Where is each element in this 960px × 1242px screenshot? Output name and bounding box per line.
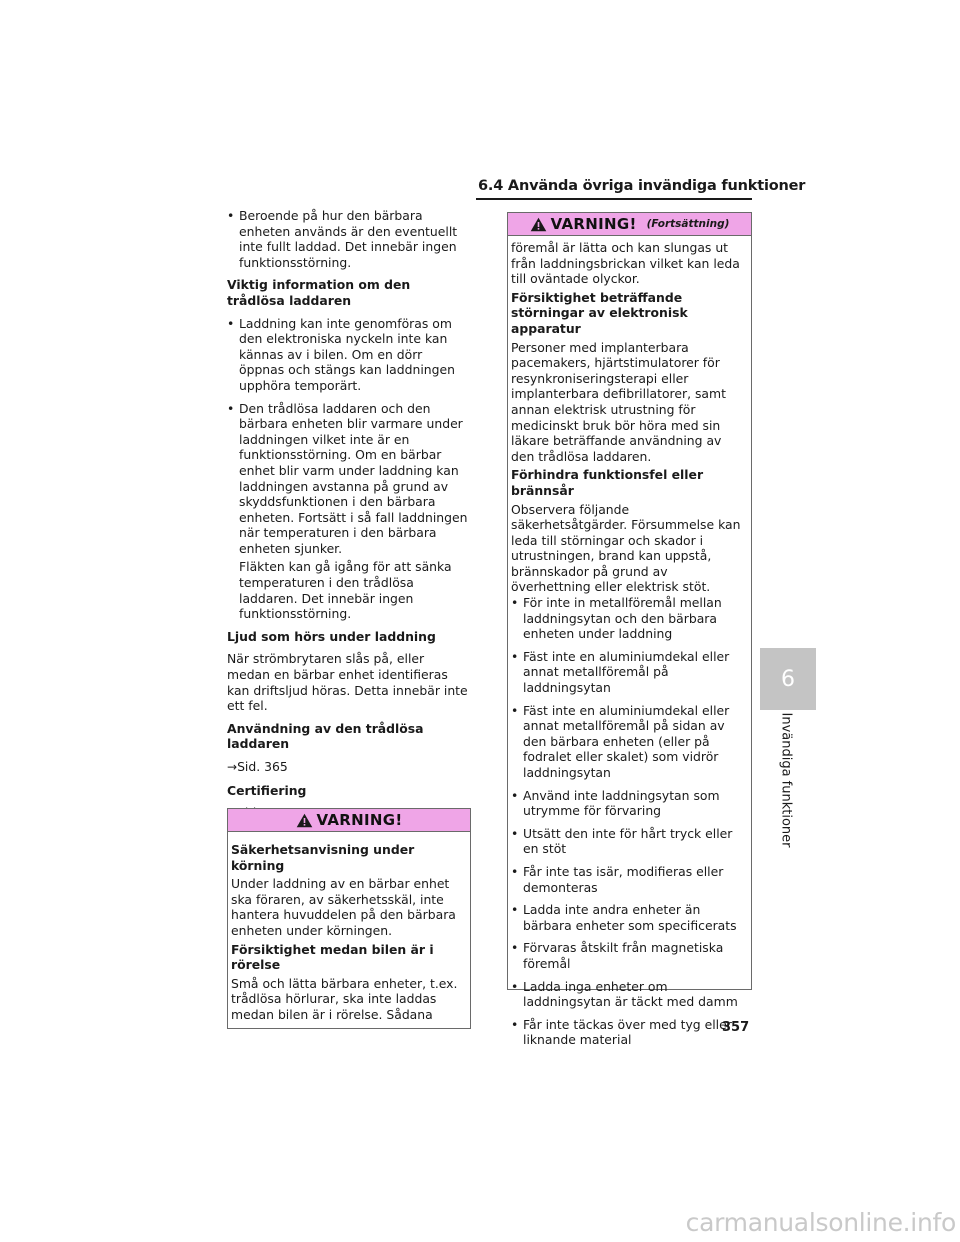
- left-column: [227, 208, 469, 829]
- bullet-icon: •: [511, 1016, 519, 1032]
- bullet-icon: •: [227, 400, 235, 416]
- list-item-text: Får inte täckas över med tyg eller liknande material: [523, 1016, 732, 1048]
- list-item-text: För inte in metallföremål mellan laddningsytan och den bärbara enheten under laddning: [523, 595, 722, 642]
- bullet-icon: •: [511, 595, 519, 611]
- warning-label: VARNING!: [550, 215, 637, 233]
- paragraph: När strömbrytaren slås på, eller medan en bärbar enhet identifieras kan driftsljud höras. Detta innebär inte ett fel.: [227, 651, 468, 714]
- warning-subheading: Säkerhetsanvisning under körning: [231, 842, 415, 873]
- warning-subheading: Förhindra funktionsfel eller brännsår: [511, 467, 704, 498]
- continuation-label: (Fortsättning): [646, 218, 730, 230]
- bullet-icon: •: [511, 702, 519, 718]
- list-item-text: Ladda inga enheter om laddningsytan är täckt med damm: [523, 978, 738, 1010]
- warning-bullet-list: [511, 595, 748, 1048]
- subheading: Certifiering: [227, 782, 307, 798]
- list-item-text: Förvaras åtskilt från magnetiska föremål: [523, 940, 724, 971]
- header-divider: [476, 198, 752, 200]
- bullet-icon: •: [511, 825, 519, 841]
- warning-triangle-icon: [530, 217, 547, 232]
- subheading: Ljud som hörs under laddning: [227, 628, 436, 644]
- warning-triangle-icon: [296, 813, 313, 828]
- chapter-tab[interactable]: 6: [760, 648, 816, 710]
- list-item: [511, 649, 748, 696]
- list-item-subparagraph: Fläkten kan gå igång för att sänka temperaturen i den trådlösa laddaren. Det innebär ingen funktionsstörning.: [239, 559, 452, 622]
- bullet-icon: •: [511, 863, 519, 879]
- warning-paragraph: Personer med implanterbara pacemakers, hjärtstimulatorer för resynkroniseringsterapi eller implanterbara defibrillatorer, samt annan elektrisk utrustning för medicinskt bruk bör höra med sin läkare beträffande användning av den trådlösa laddaren.: [511, 339, 726, 464]
- warning-paragraph: Observera följande säkerhetsåtgärder. Försummelse kan leda till störningar och skador i utrustningen, brand kan uppstå, brännskador på grund av överhettning eller elektrisk stöt.: [511, 501, 741, 595]
- warning-label: VARNING!: [316, 811, 403, 829]
- list-item-text: Beroende på hur den bärbara enheten används är den eventuellt inte fullt laddad. Det innebär ingen funktionsstörning.: [239, 208, 458, 270]
- warning-box: [227, 808, 471, 1029]
- list-item-text: Använd inte laddningsytan som utrymme för förvaring: [523, 787, 720, 819]
- list-item-text: Fäst inte en aluminiumdekal eller annat metallföremål på laddningsytan: [523, 648, 730, 696]
- list-item: [511, 788, 748, 819]
- list-item: [511, 864, 748, 895]
- list-item-text: Utsätt den inte för hårt tryck eller en stöt: [523, 825, 733, 857]
- list-item: [227, 208, 469, 270]
- bullet-icon: •: [227, 208, 235, 223]
- section-title: 6.4 Använda övriga invändiga funktioner: [478, 178, 806, 194]
- bullet-icon: •: [511, 902, 519, 918]
- bullet-icon: •: [227, 315, 235, 331]
- subheading: Viktig information om den trådlösa laddaren: [227, 277, 411, 308]
- warning-paragraph: Små och lätta bärbara enheter, t.ex. trådlösa hörlurar, ska inte laddas medan bilen är i rörelse. Sådana: [231, 975, 458, 1022]
- arrow-right-icon: →: [227, 760, 238, 774]
- list-item: [227, 316, 469, 394]
- list-item: [511, 1017, 748, 1048]
- list-item-text: Den trådlösa laddaren och den bärbara enheten blir varmare under laddningen vilket inte är en funktionsstörning. Om en bärbar enhet blir varm under laddning kan laddningen avstanna på grund av skyddsfunktionen i den bärbara enheten. Fortsätt i så fall laddningen när temperaturen i den bärbara enheten sjunker.: [239, 400, 468, 556]
- list-item: [511, 902, 748, 933]
- warning-body: [508, 236, 751, 1057]
- list-item: [227, 401, 469, 557]
- list-item-text: Laddning kan inte genomföras om den elektroniska nyckeln inte kan kännas av i bilen. Om en dörr öppnas och stängs kan laddningen upphöra temporärt.: [239, 315, 455, 393]
- watermark: carmanualsonline.info: [685, 1208, 956, 1237]
- list-item: [511, 595, 748, 642]
- list-item: [511, 703, 748, 781]
- page-reference[interactable]: [227, 759, 469, 776]
- list-item-text: Ladda inte andra enheter än bärbara enheter som specificerats: [523, 902, 737, 933]
- chapter-title: Invändiga funktioner: [778, 712, 794, 848]
- warning-header: [228, 809, 470, 832]
- warning-paragraph: föremål är lätta och kan slungas ut från laddningsbrickan vilket kan leda till oväntade olyckor.: [511, 240, 740, 287]
- page-reference-text: Sid. 365: [237, 759, 288, 774]
- warning-body: [228, 832, 470, 1028]
- list-item-text: Får inte tas isär, modifieras eller demonteras: [523, 863, 724, 895]
- list-item-text: Fäst inte en aluminiumdekal eller annat metallföremål på sidan av den bärbara enheten (eller på fodralet eller skalet) som vidrör laddningsytan: [523, 702, 730, 780]
- bullet-icon: •: [511, 940, 519, 956]
- bullet-icon: •: [511, 648, 519, 664]
- list-item: [511, 940, 748, 971]
- warning-subheading: Försiktighet beträffande störningar av elektronisk apparatur: [511, 289, 688, 336]
- warning-header: [508, 213, 751, 236]
- bullet-icon: •: [511, 978, 519, 994]
- subheading: Användning av den trådlösa laddaren: [227, 720, 424, 752]
- list-item: [511, 979, 748, 1010]
- list-item: [511, 826, 748, 857]
- page-number: 357: [722, 1020, 750, 1035]
- warning-subheading: Försiktighet medan bilen är i rörelse: [231, 941, 434, 973]
- bullet-icon: •: [511, 787, 519, 803]
- warning-paragraph: Under laddning av en bärbar enhet ska föraren, av säkerhetsskäl, inte hantera huvuddelen på den bärbara enheten under körningen.: [231, 876, 456, 938]
